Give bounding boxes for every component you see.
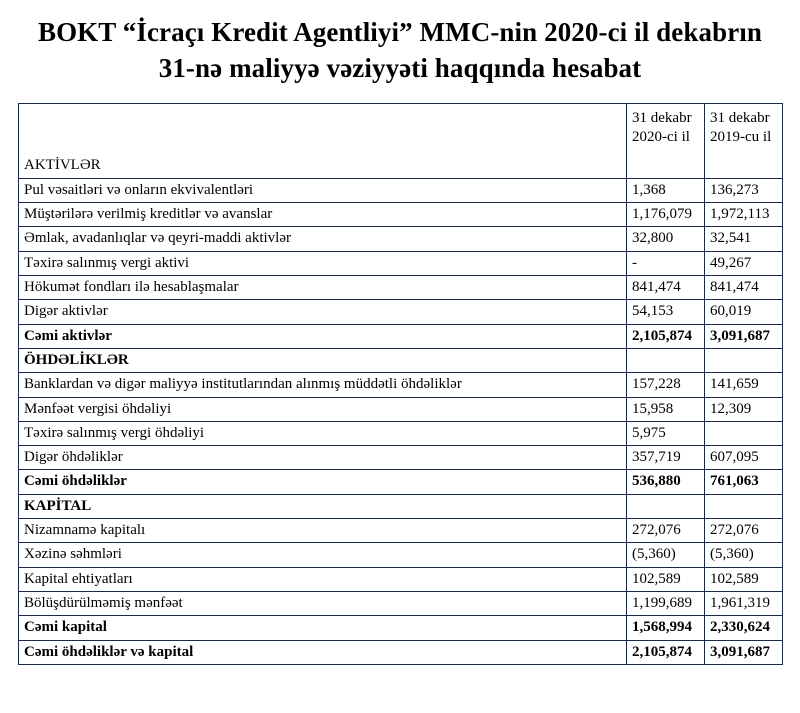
row-value-2020: 1,176,079 [627,203,705,227]
row-label: Əmlak, avadanlıqlar və qeyri-maddi aktivlər [19,227,627,251]
table-row [19,397,783,421]
row-label: Cəmi öhdəliklər [19,470,627,494]
table-row [19,178,783,202]
row-value-2020: 1,568,994 [627,616,705,640]
table-row [19,519,783,543]
table-row [19,640,783,664]
row-value-2020: 1,199,689 [627,591,705,615]
row-label: Cəmi öhdəliklər və kapital [19,640,627,664]
row-label: Mənfəət vergisi öhdəliyi [19,397,627,421]
row-value-2020: 841,474 [627,276,705,300]
row-label: Təxirə salınmış vergi aktivi [19,251,627,275]
row-value-2019: (5,360) [705,543,783,567]
row-value-2019: 102,589 [705,567,783,591]
column-header-2020: 31 dekabr 2020-ci il [627,103,705,178]
row-value-2020: 2,105,874 [627,640,705,664]
row-value-2020: 5,975 [627,421,705,445]
row-label: Cəmi kapital [19,616,627,640]
row-label: Cəmi aktivlər [19,324,627,348]
financial-statement-table [18,103,783,665]
table-row [19,373,783,397]
table-row [19,591,783,615]
row-label: Bölüşdürülməmiş mənfəət [19,591,627,615]
row-value-2019: 60,019 [705,300,783,324]
row-value-2020: (5,360) [627,543,705,567]
column-header-2019: 31 dekabr 2019-cu il [705,103,783,178]
row-value-2019: 3,091,687 [705,640,783,664]
table-row [19,276,783,300]
row-value-2019: 841,474 [705,276,783,300]
row-value-2020: 15,958 [627,397,705,421]
row-label: KAPİTAL [19,494,627,518]
row-value-2020: 272,076 [627,519,705,543]
row-value-2019: 2,330,624 [705,616,783,640]
table-row [19,324,783,348]
row-label: Banklardan və digər maliyyə institutlarından alınmış müddətli öhdəliklər [19,373,627,397]
row-value-2019: 3,091,687 [705,324,783,348]
row-value-2019: 1,972,113 [705,203,783,227]
row-value-2020: 357,719 [627,446,705,470]
row-label: Təxirə salınmış vergi öhdəliyi [19,421,627,445]
row-value-2020: 536,880 [627,470,705,494]
row-value-2019: 607,095 [705,446,783,470]
table-header-row [19,103,783,178]
row-label: Digər öhdəliklər [19,446,627,470]
row-value-2019: 32,541 [705,227,783,251]
row-value-2020 [627,348,705,372]
row-value-2020: 2,105,874 [627,324,705,348]
row-value-2020: 157,228 [627,373,705,397]
table-row [19,251,783,275]
column-header-assets: AKTİVLƏR [19,103,627,178]
row-label: Kapital ehtiyatları [19,567,627,591]
row-label: Müştərilərə verilmiş kreditlər və avanslar [19,203,627,227]
table-row [19,203,783,227]
row-value-2019: 1,961,319 [705,591,783,615]
page-title: BOKT “İcraçı Kredit Agentliyi” MMC-nin 2020-ci il dekabrın 31-nə maliyyə vəziyyəti haqqında hesabat [37,17,763,84]
table-row [19,446,783,470]
row-value-2020: 32,800 [627,227,705,251]
table-row [19,300,783,324]
row-value-2019: 761,063 [705,470,783,494]
row-value-2019: 136,273 [705,178,783,202]
row-value-2020: 102,589 [627,567,705,591]
row-value-2020: - [627,251,705,275]
row-value-2019: 49,267 [705,251,783,275]
row-value-2019 [705,348,783,372]
row-value-2020: 1,368 [627,178,705,202]
row-value-2019: 12,309 [705,397,783,421]
row-label: Pul vəsaitləri və onların ekvivalentləri [19,178,627,202]
table-row [19,421,783,445]
table-row [19,494,783,518]
table-row [19,616,783,640]
row-value-2019: 141,659 [705,373,783,397]
row-label: Hökumət fondları ilə hesablaşmalar [19,276,627,300]
table-row [19,567,783,591]
table-row [19,348,783,372]
table-header [19,103,783,178]
row-label: ÖHDƏLİKLƏR [19,348,627,372]
row-value-2020: 54,153 [627,300,705,324]
row-label: Xəzinə səhmləri [19,543,627,567]
row-label: Digər aktivlər [19,300,627,324]
row-value-2019: 272,076 [705,519,783,543]
row-value-2020 [627,494,705,518]
row-value-2019 [705,421,783,445]
row-value-2019 [705,494,783,518]
row-label: Nizamnamə kapitalı [19,519,627,543]
table-row [19,227,783,251]
table-row [19,470,783,494]
table-body [19,178,783,664]
table-row [19,543,783,567]
